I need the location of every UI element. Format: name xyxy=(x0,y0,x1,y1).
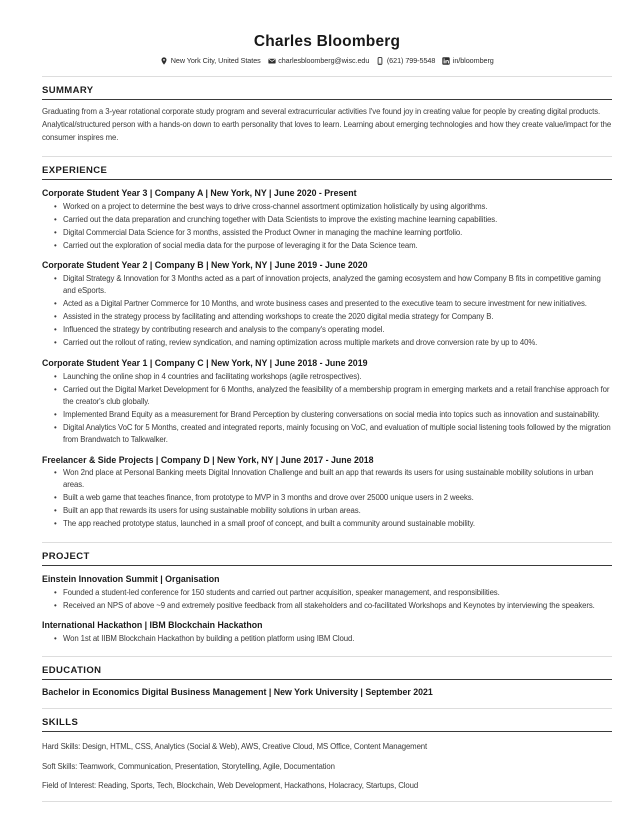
section-title-rule xyxy=(42,679,612,680)
skills-section-title: SKILLS xyxy=(42,716,79,728)
job-heading: Corporate Student Year 3 | Company A | New York, NY | June 2020 - Present xyxy=(42,188,357,199)
education-section xyxy=(42,665,612,697)
job-heading: Corporate Student Year 1 | Company C | New York, NY | June 2018 - June 2019 xyxy=(42,358,368,369)
section-title-rule xyxy=(42,565,612,566)
contact-linkedin-text: in/bloomberg xyxy=(452,56,494,65)
contact-email xyxy=(268,56,370,65)
project-bullet: • Won 1st at IIBM Blockchain Hackathon by building a petition platform using IBM Cloud. xyxy=(42,633,612,645)
job-bullet: • Influenced the strategy by contributing research and analysis to the company's operating model. xyxy=(42,324,612,336)
contact-linkedin xyxy=(442,56,493,65)
project-heading: International Hackathon | IBM Blockchain Hackathon xyxy=(42,620,263,631)
job-bullet-list xyxy=(42,371,612,447)
job-bullet: • Digital Strategy & Innovation for 3 Months acted as a part of innovation projects, analyzed the gaming ecosystem and how Company B fits in competitive gaming and eSports. xyxy=(42,273,612,297)
experience-entry xyxy=(42,358,612,446)
section-divider xyxy=(42,156,612,157)
experience-entry xyxy=(42,260,612,349)
experience-section xyxy=(42,165,612,531)
project-bullet-list xyxy=(42,633,612,645)
job-bullet: • Carried out the rollout of rating, review syndication, and naming optimization across multiple markets and drove conversion rate by up to 40%. xyxy=(42,337,612,349)
project-section xyxy=(42,551,612,645)
experience-entry xyxy=(42,455,612,531)
section-divider xyxy=(42,656,612,657)
section-title-rule xyxy=(42,179,612,180)
soft-skills-line: Soft Skills: Teamwork, Communication, Presentation, Storytelling, Agile, Documentation xyxy=(42,761,335,771)
job-bullet: • Acted as a Digital Partner Commerce for 10 Months, and wrote business cases and presented to the executive team to secure investment for new initiatives. xyxy=(42,298,612,310)
job-bullet: • Launching the online shop in 4 countries and facilitating workshops (agile retrospectives). xyxy=(42,371,612,383)
contact-phone xyxy=(376,56,435,65)
resume-header xyxy=(42,33,612,65)
education-section-title: EDUCATION xyxy=(42,664,102,676)
job-bullet: • Carried out the Digital Market Development for 6 Months, analyzed the feasibility of a membership program in emerging markets and a retail franchise approach for the creator's club globally. xyxy=(42,384,612,408)
contact-row xyxy=(42,56,612,65)
section-divider xyxy=(42,542,612,543)
job-heading: Freelancer & Side Projects | Company D | New York, NY | June 2017 - June 2018 xyxy=(42,454,374,465)
section-divider xyxy=(42,76,612,77)
summary-section-title: SUMMARY xyxy=(42,85,94,96)
project-section-title: PROJECT xyxy=(42,550,90,562)
contact-phone-text: (621) 799-5548 xyxy=(386,56,436,65)
job-bullet-list xyxy=(42,273,612,350)
section-title-rule xyxy=(42,731,612,732)
bottom-divider xyxy=(42,801,612,802)
job-bullet: • Assisted in the strategy process by facilitating and attending workshops to create the 2020 digital media strategy for Company B. xyxy=(42,311,612,323)
job-bullet: • Worked on a project to determine the best ways to drive cross-channel assortment optimization holistically by using algorithms. xyxy=(42,201,612,213)
job-bullet: • Digital Commercial Data Science for 3 months, assisted the Product Owner in managing the machine learning portfolio. xyxy=(42,227,612,239)
job-bullet: • Built a web game that teaches finance, from prototype to MVP in 3 months and drove over 25000 unique users in 2 weeks. xyxy=(42,492,612,504)
hard-skills-line: Hard Skills: Design, HTML, CSS, Analytics (Social & Web), AWS, Creative Cloud, MS Office, Content Management xyxy=(42,742,428,752)
candidate-name: Charles Bloomberg xyxy=(253,33,401,50)
mobile-phone-icon xyxy=(376,57,384,65)
job-bullet: • Carried out the exploration of social media data for the purpose of leveraging it for the Data Science team. xyxy=(42,240,612,252)
envelope-icon xyxy=(268,57,276,65)
contact-email-text: charlesbloomberg@wisc.edu xyxy=(278,56,370,65)
job-bullet: • Won 2nd place at Personal Banking meets Digital Innovation Challenge and built an app that rewards its users for using sustainable mobility solutions in urban areas. xyxy=(42,467,612,491)
job-bullet-list xyxy=(42,201,612,252)
job-bullet: • Carried out the data preparation and crunching together with Data Scientists to improve the existing machine learning capabilities. xyxy=(42,214,612,226)
job-bullet: • Implemented Brand Equity as a measurement for Brand Perception by clustering conversations on social media into topics such as innovation and sustainability. xyxy=(42,409,612,421)
contact-location-text: New York City, United States xyxy=(170,56,261,65)
project-bullet: • Received an NPS of above ~9 and extremely positive feedback from all stakeholders and co-facilitated Workshops and Keynotes by interviewing the speakers. xyxy=(42,600,612,612)
linkedin-icon xyxy=(442,57,450,65)
project-entry xyxy=(42,620,612,645)
project-bullet: • Founded a student-led conference for 150 students and carried out partner acquisition, speaker management, and responsibilities. xyxy=(42,587,612,599)
job-bullet: • Digital Analytics VoC for 5 Months, created and integrated reports, mainly focusing on VoC, and evaluation of multiple social listening tools followed by the migration from Brandwatch to Talkwalker. xyxy=(42,422,612,446)
field-of-interest-line: Field of Interest: Reading, Sports, Tech, Blockchain, Web Development, Hackathons, Holacracy, Startups, Cloud xyxy=(42,781,419,791)
summary-text: Graduating from a 3-year rotational corporate study program and several extracurricular activities I've found joy in creating value for people by creating digital products. Analytical/structured person with a hands-on down to earth personality that loves to learn. Learning about emerging technologies and how they create value/impact for the consumer inspires me. xyxy=(42,107,612,143)
job-bullet: • Built an app that rewards its users for using sustainable mobility solutions in urban areas. xyxy=(42,505,612,517)
job-bullet-list xyxy=(42,467,612,530)
job-bullet: • The app reached prototype status, launched in a small proof of concept, and built a community around sustainable mobility. xyxy=(42,518,612,530)
project-entry xyxy=(42,574,612,612)
experience-section-title: EXPERIENCE xyxy=(42,164,108,176)
location-pin-icon xyxy=(160,57,168,65)
job-heading: Corporate Student Year 2 | Company B | New York, NY | June 2019 - June 2020 xyxy=(42,260,368,271)
education-degree: Bachelor in Economics Digital Business Management | New York University | September 2021 xyxy=(42,686,433,697)
summary-section xyxy=(42,85,612,145)
project-bullet-list xyxy=(42,587,612,612)
project-heading: Einstein Innovation Summit | Organisation xyxy=(42,574,220,585)
contact-location xyxy=(160,56,260,65)
section-title-rule xyxy=(42,99,612,100)
experience-entry xyxy=(42,188,612,252)
skills-section xyxy=(42,717,612,791)
section-divider xyxy=(42,708,612,709)
